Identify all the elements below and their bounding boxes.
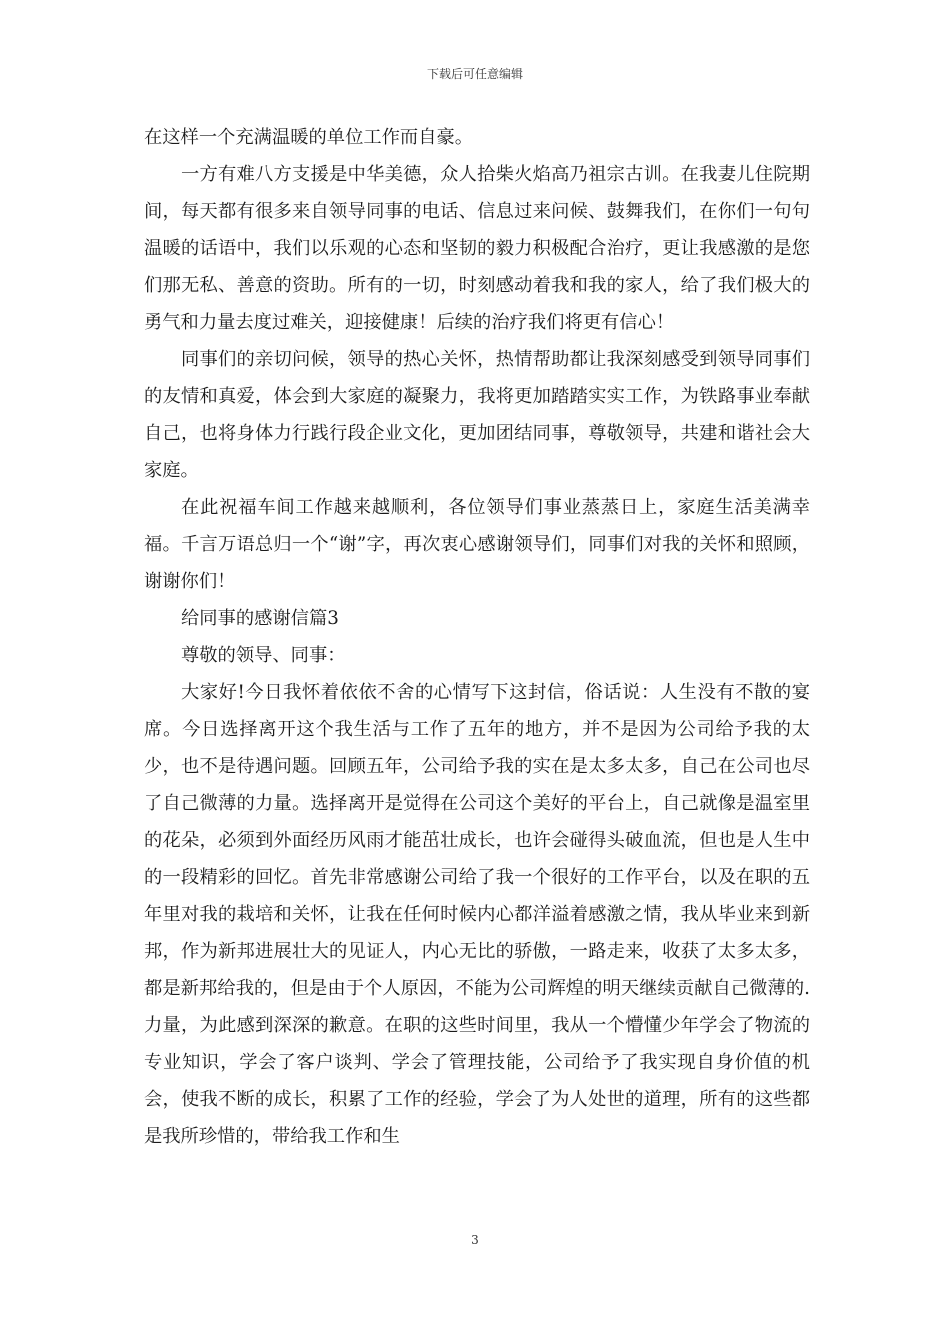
salutation: 尊敬的领导、同事： xyxy=(181,645,346,666)
paragraph-1: 在这样一个充满温暖的单位工作而自豪。 xyxy=(144,127,474,148)
document-body xyxy=(144,119,810,1155)
paragraph-4: 在此祝福车间工作越来越顺利，各位领导们事业蒸蒸日上，家庭生活美满幸福。千言万语总归一个“谢”字，再次衷心感谢领导们，同事们对我的关怀和照顾，谢谢你们！ xyxy=(144,497,810,592)
paragraph-3: 同事们的亲切问候，领导的热心关怀，热情帮助都让我深刻感受到领导同事们的友情和真爱，体会到大家庭的凝聚力，我将更加踏踏实实工作，为铁路事业奉献自己，也将身体力行践行段企业文化，更加团结同事，尊敬领导，共建和谐社会大家庭。 xyxy=(144,349,810,481)
paragraph-letter-body: 大家好!今日我怀着依依不舍的心情写下这封信，俗话说：人生没有不散的宴席。今日选择离开这个我生活与工作了五年的地方，并不是因为公司给予我的太少，也不是待遇问题。回顾五年，公司给予我的实在是太多太多，自己在公司也尽了自己微薄的力量。选择离开是觉得在公司这个美好的平台上，自己就像是温室里的花朵，必须到外面经历风雨才能茁壮成长，也许会碰得头破血流，但也是人生中的一段精彩的回忆。首先非常感谢公司给了我一个很好的工作平台，以及在职的五年里对我的栽培和关怀，让我在任何时候内心都洋溢着感激之情，我从毕业来到新邦，作为新邦进展壮大的见证人，内心无比的骄傲，一路走来，收获了太多太多，都是新邦给我的，但是由于个人原因，不能为公司辉煌的明天继续贡献自己微薄的.力量，为此感到深深的歉意。在职的这些时间里，我从一个懵懂少年学会了物流的专业知识，学会了客户谈判、学会了管理技能，公司给予了我实现自身价值的机会，使我不断的成长，积累了工作的经验，学会了为人处世的道理，所有的这些都是我所珍惜的，带给我工作和生 xyxy=(144,682,810,1147)
header-note: 下载后可任意编辑 xyxy=(426,67,523,81)
section-heading: 给同事的感谢信篇3 xyxy=(181,608,339,629)
page-number: 3 xyxy=(471,1233,479,1247)
paragraph-2: 一方有难八方支援是中华美德，众人拾柴火焰高乃祖宗古训。在我妻儿住院期间，每天都有很多来自领导同事的电话、信息过来问候、鼓舞我们，在你们一句句温暖的话语中，我们以乐观的心态和坚韧的毅力积极配合治疗，更让我感激的是您们那无私、善意的资助。所有的一切，时刻感动着我和我的家人，给了我们极大的勇气和力量去度过难关，迎接健康！后续的治疗我们将更有信心！ xyxy=(144,164,810,333)
